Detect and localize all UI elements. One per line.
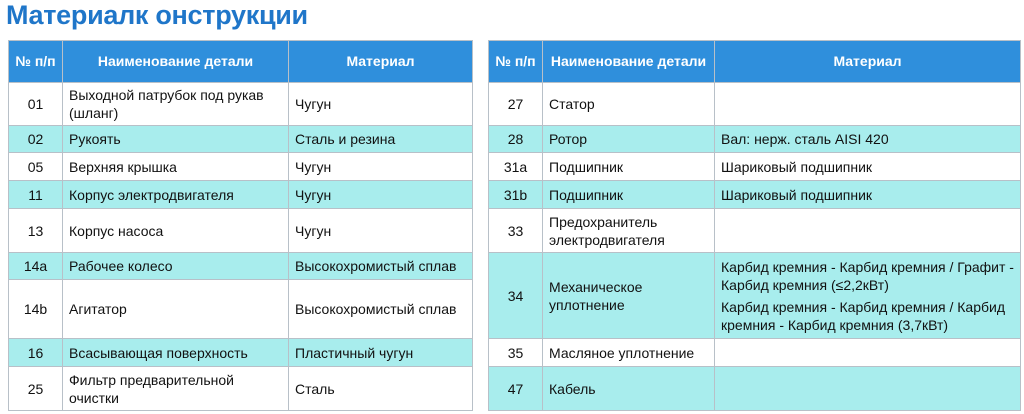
table-row [489, 83, 1021, 126]
material-option-1: Карбид кремния - Карбид кремния / Графит - Карбид кремния (≤2,2кВт) [721, 258, 1014, 293]
row-part-name: Корпус электродвигателя [63, 181, 289, 209]
row-material: Чугун [289, 153, 473, 181]
row-material [715, 367, 1021, 411]
table-row [9, 181, 473, 209]
row-num: 25 [9, 367, 63, 411]
table-row [9, 253, 473, 280]
row-material: Сталь и резина [289, 126, 473, 153]
table-row [9, 153, 473, 181]
row-material: Чугун [289, 83, 473, 126]
row-material: Высокохромистый сплав [289, 253, 473, 280]
table-row [489, 339, 1021, 367]
row-num: 31a [489, 153, 543, 181]
table-row [489, 209, 1021, 253]
row-material: Шариковый подшипник [715, 181, 1021, 209]
row-part-name: Корпус насоса [63, 209, 289, 253]
row-num: 13 [9, 209, 63, 253]
row-num: 05 [9, 153, 63, 181]
header-material: Материал [715, 41, 1021, 83]
table-row [9, 126, 473, 153]
row-material: Чугун [289, 209, 473, 253]
row-part-name: Кабель [543, 367, 715, 411]
table-row [489, 126, 1021, 153]
table-row [489, 181, 1021, 209]
header-num: № п/п [489, 41, 543, 83]
row-num: 14b [9, 280, 63, 339]
table-row [489, 367, 1021, 411]
header-part-name: Наименование детали [63, 41, 289, 83]
table-header-row [9, 41, 473, 83]
table-row [9, 367, 473, 411]
table-header-row [489, 41, 1021, 83]
row-num: 28 [489, 126, 543, 153]
row-num: 16 [9, 339, 63, 367]
row-part-name: Предохранитель электродвигателя [543, 209, 715, 253]
header-num: № п/п [9, 41, 63, 83]
table-row [9, 209, 473, 253]
row-num: 33 [489, 209, 543, 253]
row-part-name: Рукоять [63, 126, 289, 153]
row-part-name: Статор [543, 83, 715, 126]
row-num: 01 [9, 83, 63, 126]
row-num: 14a [9, 253, 63, 280]
row-part-name: Механическое уплотнение [543, 253, 715, 339]
row-num: 34 [489, 253, 543, 339]
row-part-name: Рабочее колесо [63, 253, 289, 280]
row-material: Шариковый подшипник [715, 153, 1021, 181]
row-part-name: Агитатор [63, 280, 289, 339]
row-material: Чугун [289, 181, 473, 209]
header-material: Материал [289, 41, 473, 83]
row-part-name: Подшипник [543, 153, 715, 181]
row-num: 47 [489, 367, 543, 411]
row-num: 35 [489, 339, 543, 367]
row-material [715, 253, 1021, 339]
row-num: 27 [489, 83, 543, 126]
row-part-name: Подшипник [543, 181, 715, 209]
row-part-name: Выходной патрубок под рукав (шланг) [63, 83, 289, 126]
row-material [715, 209, 1021, 253]
row-num: 11 [9, 181, 63, 209]
table-row [489, 253, 1021, 339]
row-material: Высокохромистый сплав [289, 280, 473, 339]
row-num: 31b [489, 181, 543, 209]
row-material: Сталь [289, 367, 473, 411]
row-part-name: Ротор [543, 126, 715, 153]
row-part-name: Масляное уплотнение [543, 339, 715, 367]
materials-table-left [8, 40, 473, 411]
row-part-name: Верхняя крышка [63, 153, 289, 181]
table-row [9, 83, 473, 126]
table-row [9, 280, 473, 339]
row-material: Пластичный чугун [289, 339, 473, 367]
row-material [715, 83, 1021, 126]
page-title: Материалк онструкции [6, 0, 308, 30]
row-num: 02 [9, 126, 63, 153]
table-row [9, 339, 473, 367]
row-material [715, 339, 1021, 367]
table-row [489, 153, 1021, 181]
row-part-name: Фильтр предварительной очистки [63, 367, 289, 411]
material-option-2: Карбид кремния - Карбид кремния / Карбид кремния - Карбид кремния (3,7кВт) [721, 298, 1006, 333]
row-part-name: Всасывающая поверхность [63, 339, 289, 367]
header-part-name: Наименование детали [543, 41, 715, 83]
materials-table-right [488, 40, 1021, 411]
row-material: Вал: нерж. сталь AISI 420 [715, 126, 1021, 153]
